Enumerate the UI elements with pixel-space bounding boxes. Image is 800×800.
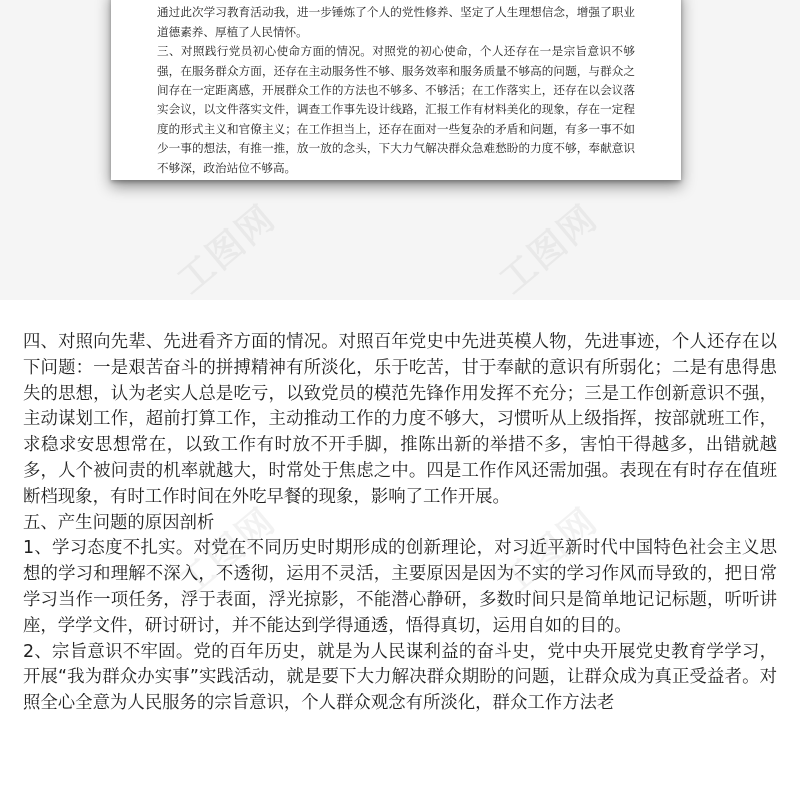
heading-section-5: 五、产生问题的原因剖析: [23, 512, 215, 533]
paragraph-item-1: 1、学习态度不扎实。对党在不同历史时期形成的创新理论，对习近平新时代中国特色社会主义思想的学习和理解不深入，不透彻，运用不灵活，主要原因是因为不实的学习作风而导致的，把日常学习当作一项任务，浮于表面，浮光掠影，不能潜心静研，多数时间只是简单地记记标题，听听讲座，学学文件，研讨研讨，并不能达到学得通透，悟得真切，运用自如的目的。: [23, 538, 777, 636]
preview-paragraph-2: 三、对照践行党员初心使命方面的情况。对照党的初心使命，个人还存在一是宗旨意识不够强，在服务群众方面，还存在主动服务性不够、服务效率和服务质量不够高的问题，与群众之间存在一定距离感，开展群众工作的方法也不够多、不够活；在工作落实上，还存在以会议落实会议，以文件落实文件，调查工作事先设计线路，汇报工作有材料美化的现象，存在一定程度的形式主义和官僚主义；在工作担当上，还存在面对一些复杂的矛盾和问题，有多一事不如少一事的想法，有推一推，放一放的念头，下大力气解决群众急难愁盼的力度不够，奉献意识不够深，政治站位不够高。: [157, 44, 635, 175]
watermark: 工图网: [170, 197, 284, 303]
watermark: 工图网: [492, 500, 606, 606]
document-body: [23, 330, 777, 717]
paragraph-section-4: 四、对照向先辈、先进看齐方面的情况。对照百年党史中先进英模人物，先进事迹，个人还存在以下问题：一是艰苦奋斗的拼搏精神有所淡化，乐于吃苦，甘于奉献的意识有所弱化；二是有患得患失的思想，认为老实人总是吃亏，以致党员的模范先锋作用发挥不充分；三是工作创新意识不强，主动谋划工作，超前打算工作，主动推动工作的力度不够大，习惯听从上级指挥，按部就班工作，求稳求安思想常在，以致工作有时放不开手脚，推陈出新的举措不多，害怕干得越多，出错就越多，人个被问责的机率就越大，时常处于焦虑之中。四是工作作风还需加强。表现在有时存在值班断档现象，有时工作时间在外吃早餐的现象，影响了工作开展。: [23, 332, 777, 507]
document-page-preview: [111, 0, 681, 180]
paragraph-item-2: 2、宗旨意识不牢固。党的百年历史，就是为人民谋利益的奋斗史，党中央开展党史教育学学习，开展“我为群众办实事”实践活动，就是要下大力解决群众期盼的问题，让群众成为真正受益者。对照全心全意为人民服务的宗旨意识，个人群众观念有所淡化，群众工作方法老: [23, 641, 777, 714]
watermark: 工图网: [492, 197, 606, 303]
document-preview-area: [0, 0, 800, 303]
preview-text: [157, 0, 635, 178]
watermark: 工图网: [170, 500, 284, 606]
preview-paragraph-1: 通过此次学习教育活动我，进一步锤炼了个人的党性修养、坚定了人生理想信念，增强了职业道德素养、厚植了人民情怀。: [157, 5, 635, 39]
